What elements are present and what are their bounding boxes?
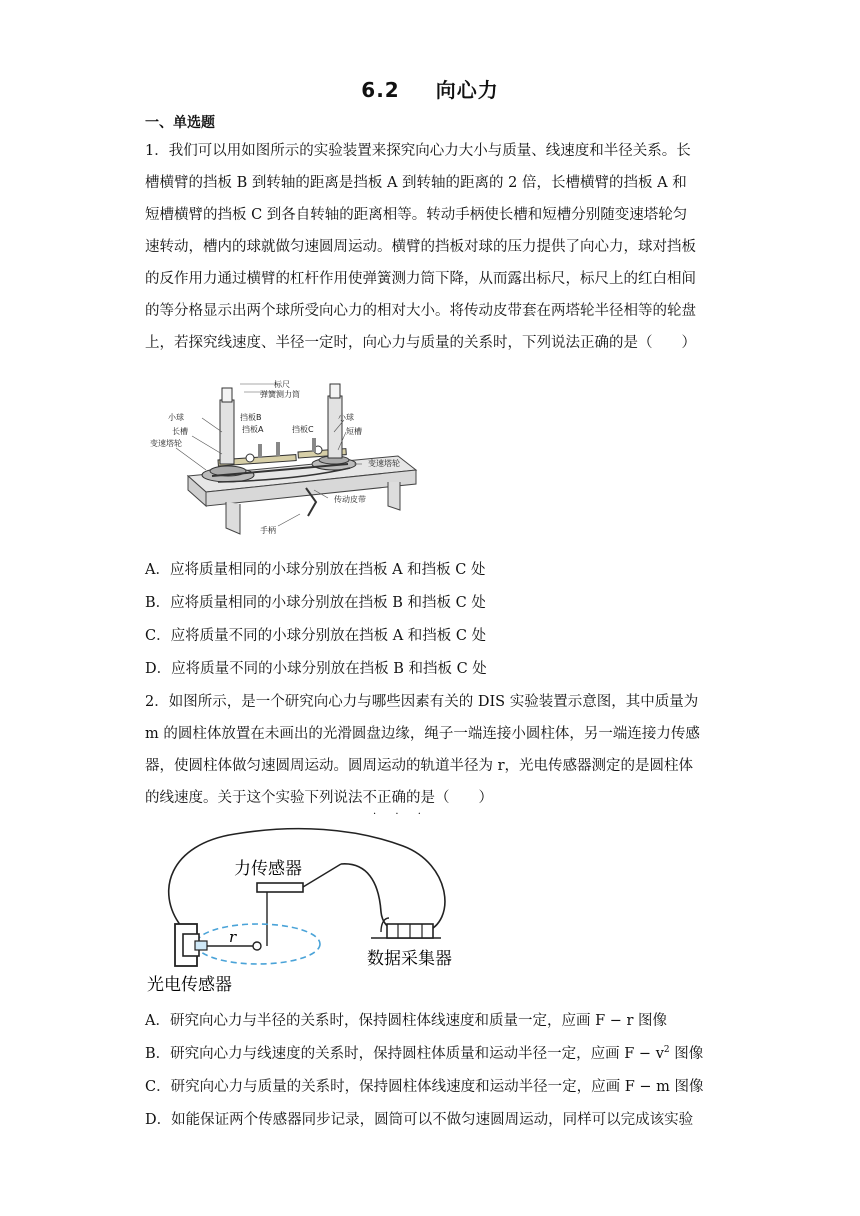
label-data-collector: 数据采集器 [367, 949, 452, 969]
section-heading: 一、单选题 [145, 115, 215, 131]
q1-line: 1．我们可以用如图所示的实验装置来探究向心力大小与质量、线速度和半径关系。长 [145, 143, 691, 159]
label-tower-wheel-left: 变速塔轮 [150, 439, 182, 448]
q2-option-a[interactable]: A．研究向心力与半径的关系时，保持圆柱体线速度和质量一定，应画 F − r 图像 [145, 1013, 668, 1029]
q1-option-a[interactable]: A．应将质量相同的小球分别放在挡板 A 和挡板 C 处 [145, 562, 486, 578]
label-ball-left: 小球 [168, 413, 184, 422]
centripetal-apparatus-figure [148, 378, 430, 538]
q1-option-c[interactable]: C．应将质量不同的小球分别放在挡板 A 和挡板 C 处 [145, 628, 487, 644]
label-tower-wheel-right: 变速塔轮 [368, 459, 400, 468]
q1-line: 的反作用力通过横臂的杠杆作用使弹簧测力筒下降，从而露出标尺，标尺上的红白相间 [145, 271, 696, 287]
question-1-text [145, 135, 717, 359]
label-radius: r [229, 928, 237, 946]
label-ruler: 标尺 [274, 380, 290, 389]
label-ball-right: 小球 [338, 413, 354, 422]
q2-option-d[interactable]: D．如能保证两个传感器同步记录，圆筒可以不做匀速圆周运动，同样可以完成该实验 [145, 1112, 694, 1128]
q1-line: 速转动，槽内的球就做匀速圆周运动。横臂的挡板对球的压力提供了向心力，球对挡板 [145, 239, 696, 255]
q1-line: 的等分格显示出两个球所受向心力的相对大小。将传动皮带套在两塔轮半径相等的轮盘 [145, 303, 696, 319]
emphasis-dots: · · · [373, 809, 429, 820]
q1-line: 短槽横臂的挡板 C 到各自转轴的距离相等。转动手柄使长槽和短槽分别随变速塔轮匀 [145, 207, 688, 223]
label-force-sensor: 力传感器 [234, 859, 302, 879]
q1-option-d[interactable]: D．应将质量不同的小球分别放在挡板 B 和挡板 C 处 [145, 661, 487, 677]
label-plate-a: 挡板A [242, 425, 264, 434]
q2-option-b-tail: 图像 [669, 1046, 704, 1062]
q2-option-b[interactable] [145, 1042, 703, 1063]
q2-option-b-text: B．研究向心力与线速度的关系时，保持圆柱体质量和运动半径一定，应画 F − v [145, 1046, 664, 1062]
q1-option-b[interactable]: B．应将质量相同的小球分别放在挡板 B 和挡板 C 处 [145, 595, 486, 611]
title-text: 向心力 [435, 78, 499, 102]
q2-line: m 的圆柱体放置在未画出的光滑圆盘边缘，绳子一端连接小圆柱体，另一端连接力传感 [145, 726, 700, 742]
q2-option-c[interactable]: C．研究向心力与质量的关系时，保持圆柱体线速度和运动半径一定，应画 F − m 图像 [145, 1079, 704, 1095]
label-belt: 传动皮带 [334, 495, 366, 504]
label-short-groove: 短槽 [346, 427, 362, 436]
label-spring-gauge: 弹簧测力筒 [260, 390, 300, 399]
label-photo-sensor: 光电传感器 [147, 975, 232, 994]
q1-line: 槽横臂的挡板 B 到转轴的距离是挡板 A 到转轴的距离的 2 倍，长槽横臂的挡板 A 和 [145, 175, 687, 191]
label-plate-c: 挡板C [292, 425, 314, 434]
label-long-groove: 长槽 [172, 427, 188, 436]
label-plate-b: 挡板B [240, 413, 262, 422]
q2-line: 器，使圆柱体做匀速圆周运动。圆周运动的轨道半径为 r，光电传感器测定的是圆柱体 [145, 758, 694, 774]
question-2-text [145, 686, 717, 814]
title-number: 6.2 [361, 78, 400, 102]
q1-line: 上，若探究线速度、半径一定时，向心力与质量的关系时，下列说法正确的是（ ） [145, 335, 696, 351]
q2-line: 的线速度。关于这个实验下列说法不正确的是（ ） [145, 790, 493, 806]
q2-line: 2．如图所示，是一个研究向心力与哪些因素有关的 DIS 实验装置示意图，其中质量为 [145, 694, 699, 710]
q2-option-b-exponent: 2 [663, 1045, 670, 1056]
page-title [0, 74, 860, 103]
label-handle: 手柄 [260, 526, 276, 535]
dis-apparatus-figure [145, 822, 460, 994]
